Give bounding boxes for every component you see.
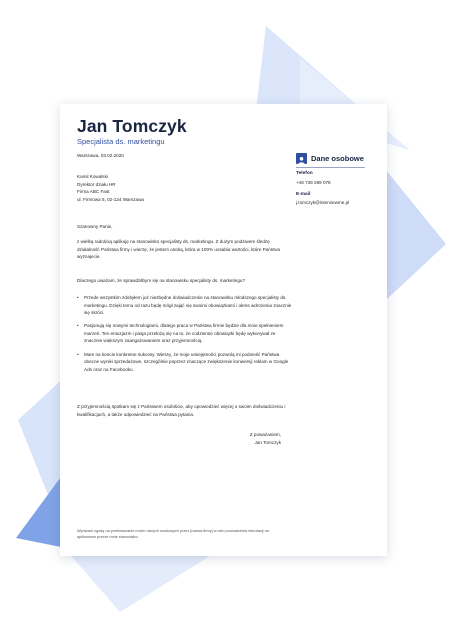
signature-name: Jan Tomczyk (254, 439, 281, 445)
phone-value: +48 739 289 078 (296, 180, 331, 185)
regards-text: Z poważaniem, (249, 432, 281, 437)
recipient-name: Kamil Kowalski (77, 174, 108, 179)
reasons-list (77, 294, 292, 379)
list-item: • Pasjonują się nowymi technologiami, dlatego praca w Państwa firmie będzie dla mnie spełnieniem marzeń. Ten entuzjazm i pasja przełożą się na to, że codzienne obowiązki będę wykonywał ze znacznie większym zaangażowaniem oraz przyjemnością. (77, 322, 292, 345)
recipient-address (77, 173, 144, 203)
bg-triangle-left-dark (16, 470, 66, 548)
recipient-street: ul. Firmowa 5, 02-124 Warszawa (77, 196, 144, 202)
applicant-role: Specjalista ds. marketingu (77, 137, 165, 146)
recipient-position: Dyrektor działu HR (77, 181, 116, 187)
question-line: Dlaczego uważam, że sprawdziłbym się na stanowisku specjalisty ds. marketingu? (77, 278, 245, 283)
personal-data-title: Dane osobowe (311, 154, 364, 163)
bg-triangle-right (386, 170, 446, 300)
closing-paragraph: Z przyjemnością spotkam się z Państwem osobiście, aby opowiedzieć więcej o swoim doświadczeniu i kwalifikacjach, a także odpowiedzieć na Państwa pytania. (77, 404, 286, 417)
salutation: Szanowny Panie, (77, 224, 113, 229)
intro-paragraph: z wielką radością aplikuję na stanowisko specjalisty ds. marketingu. Z dużym podziwem śledzę działalność Państwa firmy i wierzę, że jestem osobą, która w 100% uosabia wartości, które Państwo wyznajecie. (77, 239, 281, 260)
letter-date: Warszawa, 03.02.2020 (77, 153, 124, 158)
recipient-company: Firma ABC Fast (77, 189, 110, 195)
list-item: • Przede wszystkim zdobyłem już niezbędne doświadczenie na stanowisku młodszego specjalisty ds. marketingu. Dzięki temu od razu będę mógł zająć się swoimi obowiązkami i okres wdrożenia znacznie się skróci. (77, 294, 292, 317)
person-card-icon (296, 153, 307, 164)
list-item: • Mam na koncie konkretne sukcesy. Wierzę, że moje umiejętności pozwolą mi podnieść Państwa obecne wyniki sprzedażowe, szczególnie poprzez znaczące zwiększenie konwersji reklam w Google Ads oraz na Facebooku. (77, 351, 292, 374)
applicant-name: Jan Tomczyk (77, 116, 187, 136)
bg-triangle-bottom (66, 550, 210, 612)
cover-letter-page (60, 104, 387, 556)
section-divider (296, 167, 365, 168)
email-value: j.tomczyk@interviewme.pl (296, 200, 350, 205)
phone-label: Telefon (296, 171, 313, 176)
email-label: E-mail (296, 192, 311, 197)
sign-off (250, 431, 281, 446)
gdpr-consent-clause: Wyrażam zgodę na przetwarzanie moich danych osobowych przez [nazwa firmy] w celu prowadzenia rekrutacji na aplikowane przeze mnie stanowisko. (77, 529, 269, 540)
